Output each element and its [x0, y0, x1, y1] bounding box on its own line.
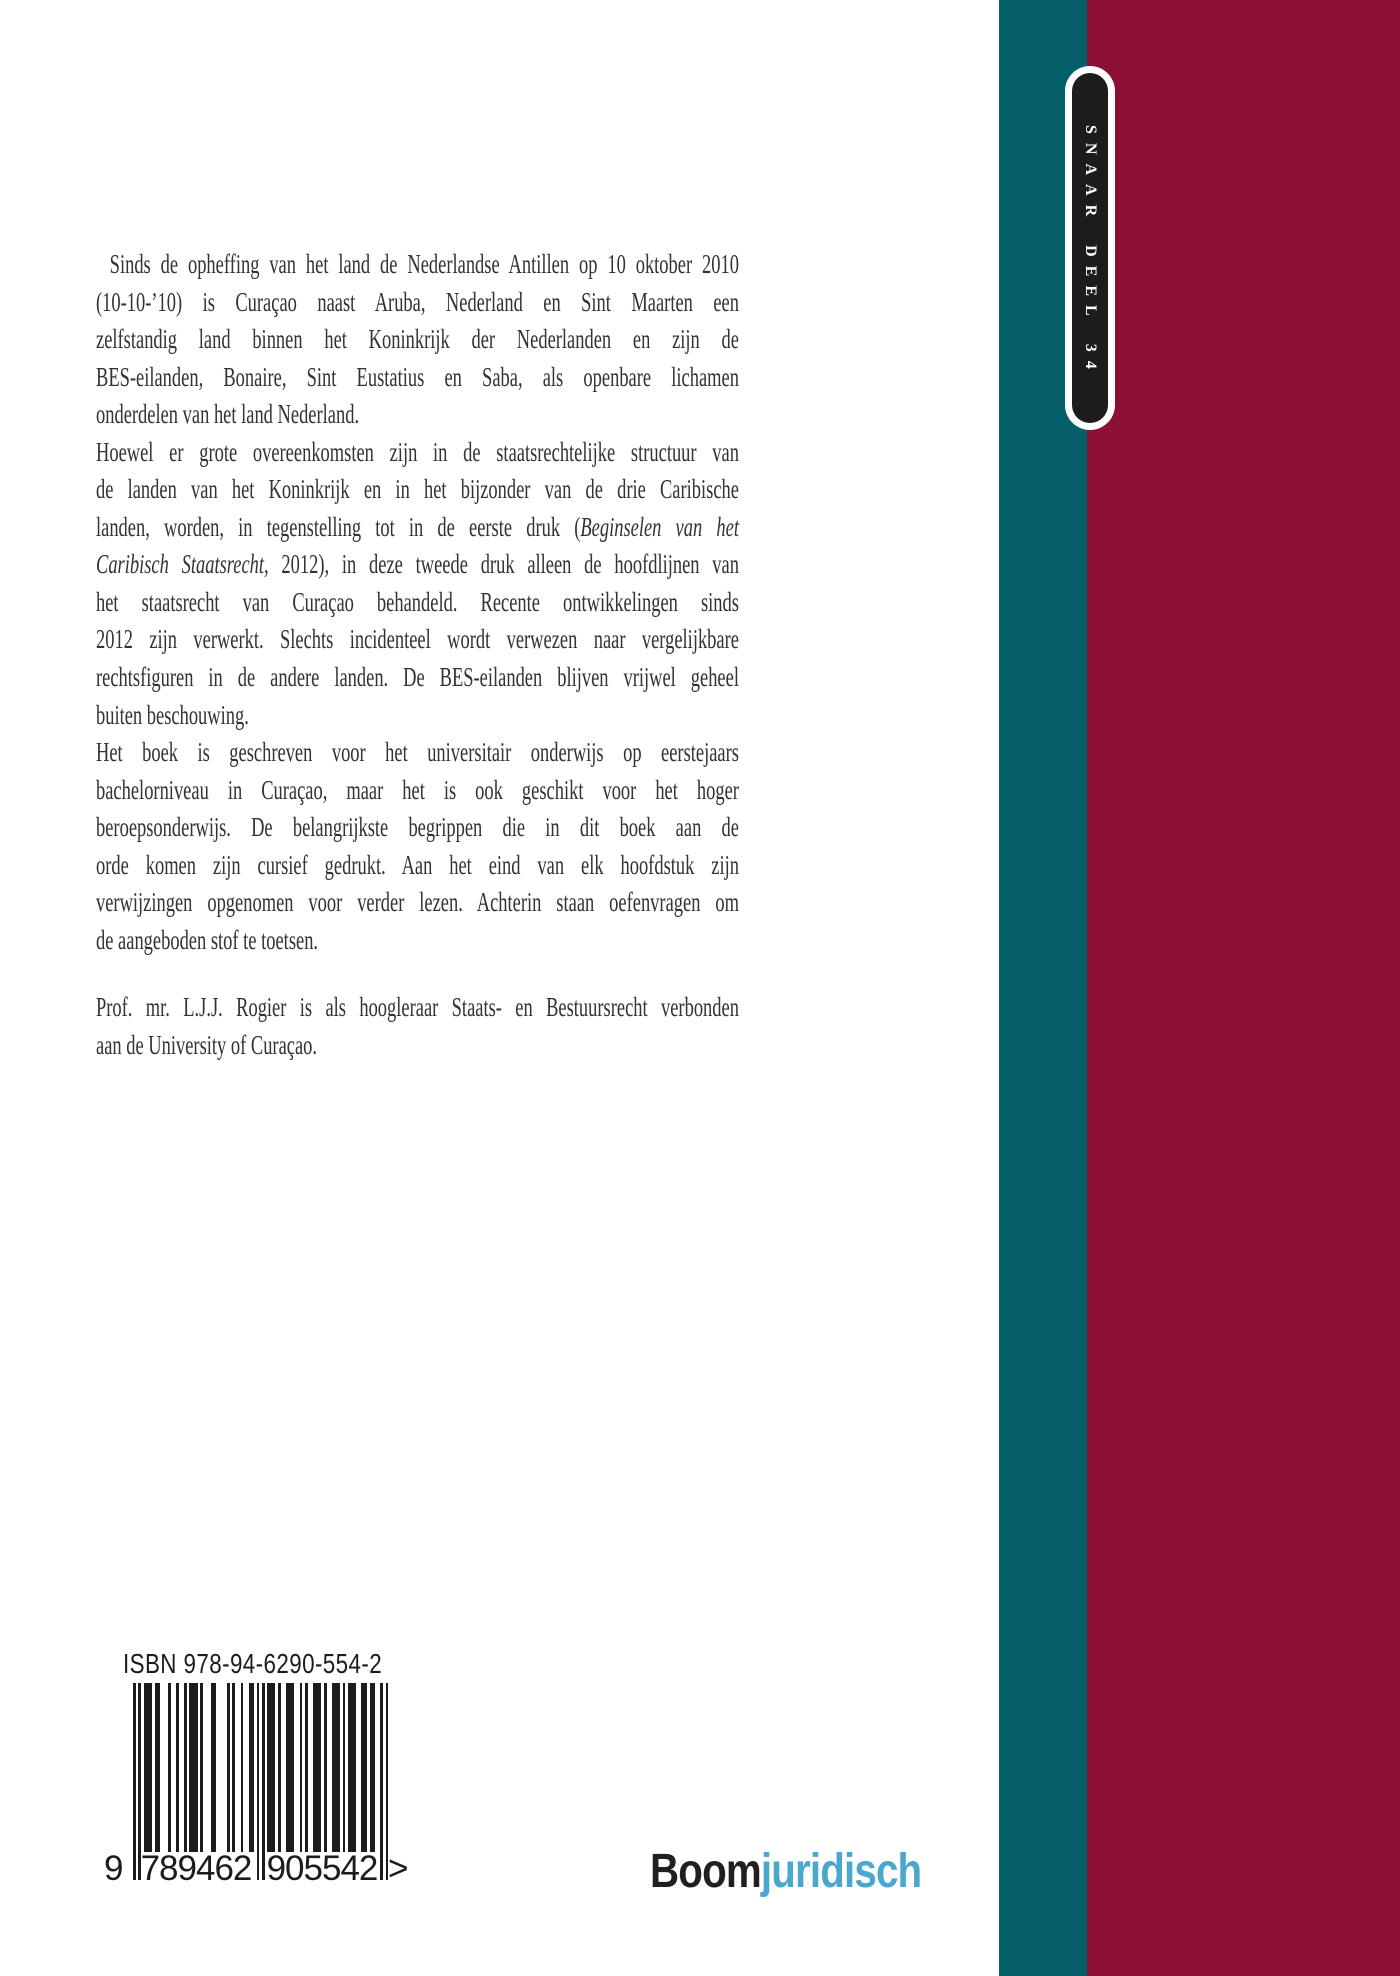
barcode-digit-first: 9	[104, 1849, 123, 1888]
blurb-text	[96, 246, 739, 1064]
blurb-line: aan de University of Curaçao.	[96, 1029, 318, 1060]
blurb-paragraph	[96, 434, 739, 734]
blurb-line: BES-eilanden, Bonaire, Sint Eustatius en Saba, als openbare lichamen	[96, 361, 739, 392]
blurb-line: orde komen zijn cursief gedrukt. Aan het eind van elk hoofdstuk zijn	[96, 849, 739, 880]
blurb-line: zelfstandig land binnen het Koninkrijk der Nederlanden en zijn de	[96, 324, 739, 355]
blurb-paragraph	[96, 246, 739, 434]
blurb-line: de aangeboden stof te toetsen.	[96, 924, 319, 955]
barcode-digits-right: 905542	[266, 1849, 378, 1888]
blurb-line: 2012 zijn verwerkt. Slechts incidenteel wordt verwezen naar vergelijkbare	[96, 624, 739, 655]
blurb-line: bachelorniveau in Curaçao, maar het is ook geschikt voor het hoger	[96, 774, 739, 805]
publisher-logo	[650, 1847, 921, 1897]
blurb-line: (10-10-’10) is Curaçao naast Aruba, Nederland en Sint Maarten een	[96, 286, 739, 317]
maroon-stripe	[1087, 0, 1400, 1976]
blurb-line: Caribisch Staatsrecht, 2012), in deze tweede druk alleen de hoofdlijnen van	[96, 549, 739, 580]
barcode-arrow: >	[388, 1849, 409, 1888]
series-spine-badge	[1065, 66, 1115, 430]
blurb-line: landen, worden, in tegenstelling tot in de eerste druk (Beginselen van het	[96, 511, 739, 542]
series-spine-label: SNAAR DEEL 34	[1082, 124, 1099, 378]
blurb-line: beroepsonderwijs. De belangrijkste begrippen die in dit boek aan de	[96, 812, 739, 843]
blurb-line: Hoewel er grote overeenkomsten zijn in de staatsrechtelijke structuur van	[96, 436, 739, 467]
blurb-paragraph	[96, 734, 739, 959]
isbn-label: ISBN 978-94-6290-554-2	[123, 1648, 383, 1679]
series-spine-badge-inner	[1072, 73, 1108, 423]
blurb-line: rechtsfiguren in de andere landen. De BES-eilanden blijven vrijwel geheel	[96, 662, 739, 693]
blurb-line: verwijzingen opgenomen voor verder lezen. Achterin staan oefenvragen om	[96, 887, 739, 918]
blurb-line: Prof. mr. L.J.J. Rogier is als hoogleraar Staats- en Bestuursrecht verbonden	[96, 992, 739, 1023]
blurb-line: buiten beschouwing.	[96, 699, 249, 730]
barcode-digits-left: 789462	[140, 1849, 252, 1888]
blurb-paragraph	[96, 989, 739, 1064]
blurb-line: het staatsrecht van Curaçao behandeld. Recente ontwikkelingen sinds	[96, 586, 739, 617]
blurb-line: Het boek is geschreven voor het universitair onderwijs op eerstejaars	[96, 737, 739, 768]
blurb-line: de landen van het Koninkrijk en in het bijzonder van de drie Caribische	[96, 474, 739, 505]
blurb-line: onderdelen van het land Nederland.	[96, 399, 360, 430]
blurb-line: Sinds de opheffing van het land de Nederlandse Antillen op 10 oktober 2010	[109, 249, 739, 279]
publisher-logo-juridisch: juridisch	[760, 1845, 922, 1898]
publisher-logo-boom: Boom	[650, 1845, 761, 1898]
